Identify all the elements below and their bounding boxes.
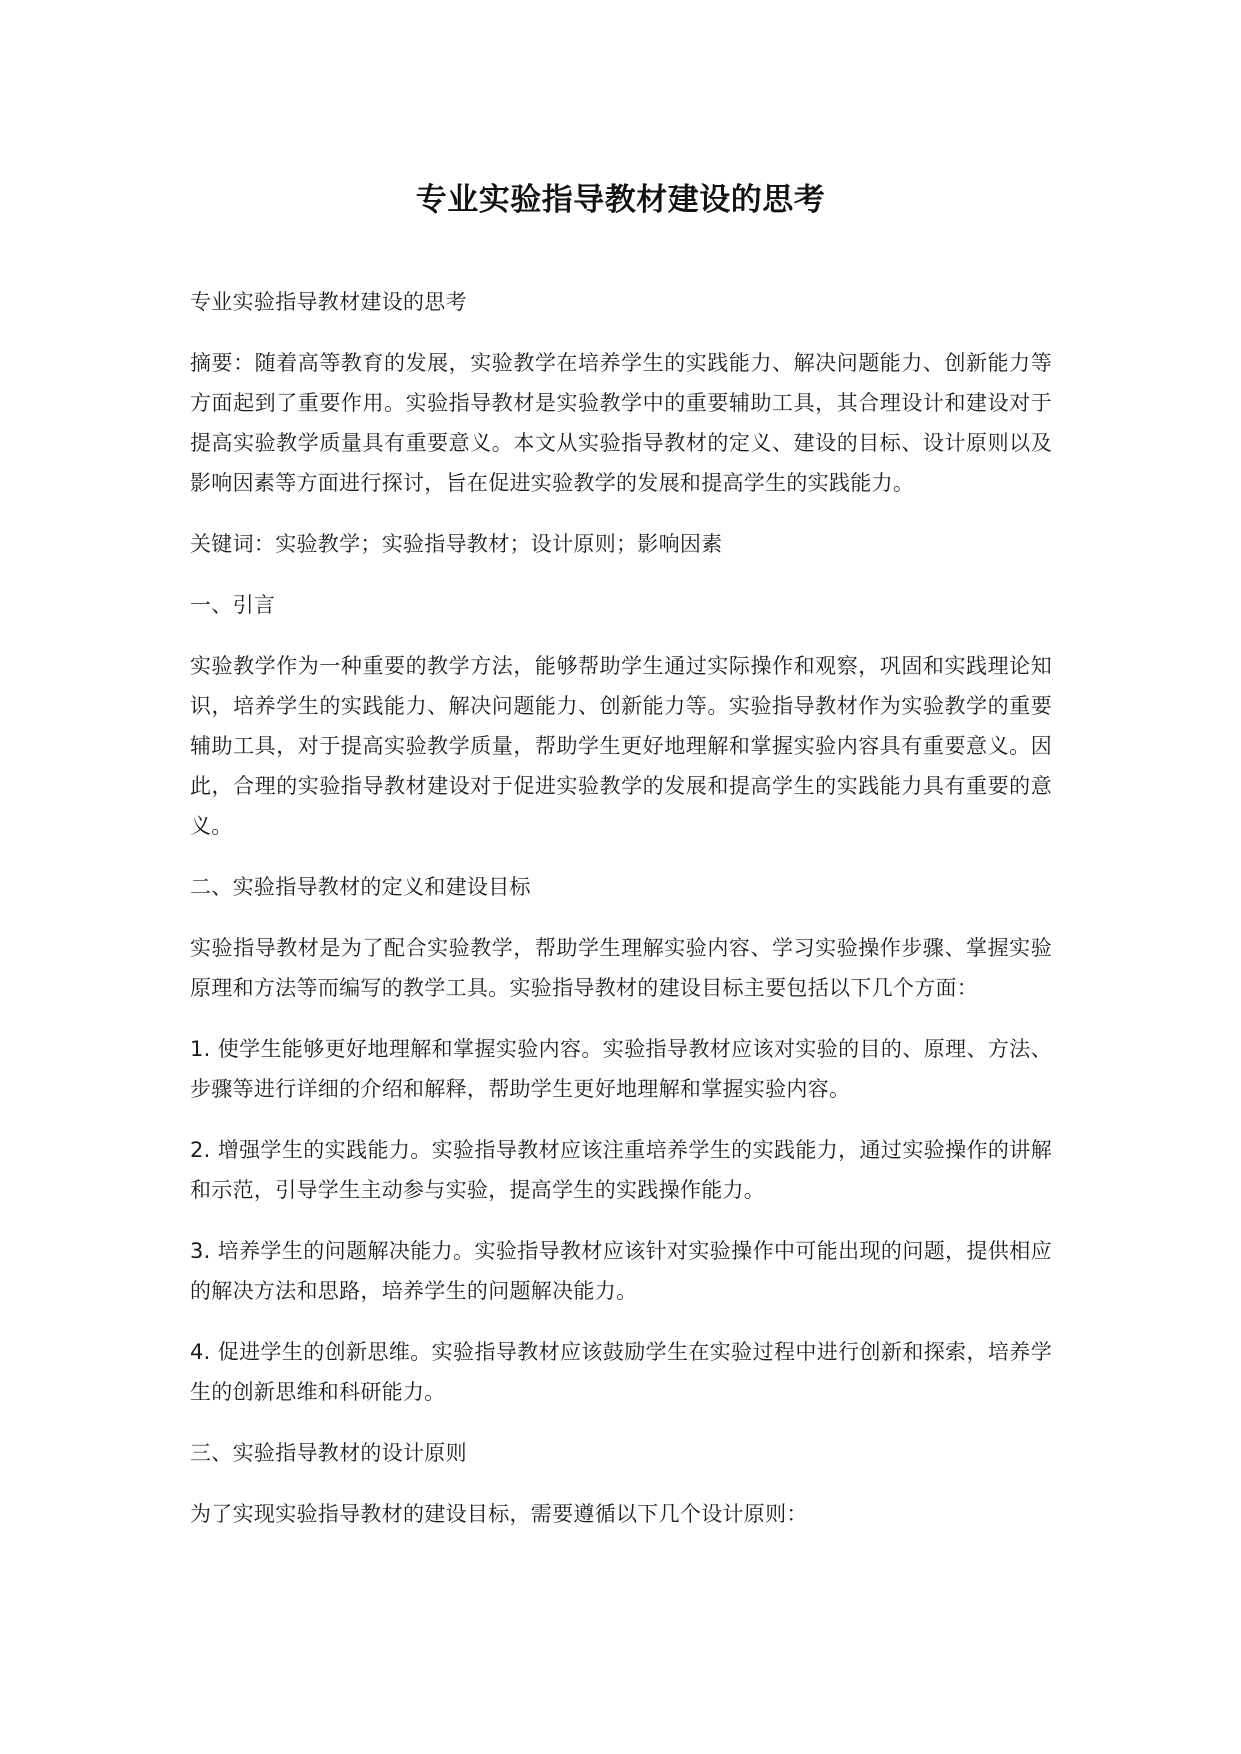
subtitle-paragraph: 专业实验指导教材建设的思考 — [190, 290, 467, 314]
document-body — [190, 282, 1052, 1555]
principles-intro-paragraph: 为了实现实验指导教材的建设目标，需要遵循以下几个设计原则： — [190, 1502, 808, 1526]
section-heading-introduction: 一、引言 — [190, 593, 276, 617]
abstract-paragraph: 摘要：随着高等教育的发展，实验教学在培养学生的实践能力、解决问题能力、创新能力等方面起到了重要作用。实验指导教材是实验教学中的重要辅助工具，其合理设计和建设对于提高实验教学质量具有重要意义。本文从实验指导教材的定义、建设的目标、设计原则以及影响因素等方面进行探讨，旨在促进实验教学的发展和提高学生的实践能力。 — [190, 351, 1052, 495]
goal-item-1: 1. 使学生能够更好地理解和掌握实验内容。实验指导教材应该对实验的目的、原理、方法、步骤等进行详细的介绍和解释，帮助学生更好地理解和掌握实验内容。 — [190, 1037, 1052, 1101]
section-heading-definition: 二、实验指导教材的定义和建设目标 — [190, 875, 531, 899]
section-heading-principles: 三、实验指导教材的设计原则 — [190, 1441, 467, 1465]
goal-item-4: 4. 促进学生的创新思维。实验指导教材应该鼓励学生在实验过程中进行创新和探索，培养学生的创新思维和科研能力。 — [190, 1340, 1052, 1404]
keywords-paragraph: 关键词：实验教学；实验指导教材；设计原则；影响因素 — [190, 532, 723, 556]
goal-item-2: 2. 增强学生的实践能力。实验指导教材应该注重培养学生的实践能力，通过实验操作的讲解和示范，引导学生主动参与实验，提高学生的实践操作能力。 — [190, 1138, 1052, 1202]
goal-item-3: 3. 培养学生的问题解决能力。实验指导教材应该针对实验操作中可能出现的问题，提供相应的解决方法和思路，培养学生的问题解决能力。 — [190, 1239, 1052, 1303]
document-title: 专业实验指导教材建设的思考 — [415, 182, 826, 218]
definition-paragraph: 实验指导教材是为了配合实验教学，帮助学生理解实验内容、学习实验操作步骤、掌握实验原理和方法等而编写的教学工具。实验指导教材的建设目标主要包括以下几个方面： — [190, 936, 1052, 1000]
introduction-paragraph: 实验教学作为一种重要的教学方法，能够帮助学生通过实际操作和观察，巩固和实践理论知识，培养学生的实践能力、解决问题能力、创新能力等。实验指导教材作为实验教学的重要辅助工具，对于提高实验教学质量，帮助学生更好地理解和掌握实验内容具有重要意义。因此，合理的实验指导教材建设对于促进实验教学的发展和提高学生的实践能力具有重要的意义。 — [190, 654, 1052, 838]
